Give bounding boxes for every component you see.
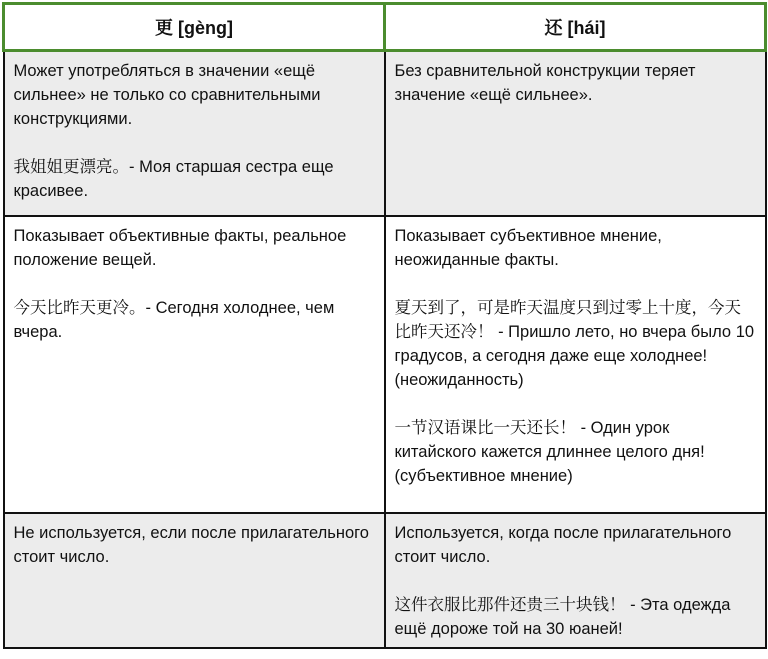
cell-text: Показывает субъективное мнение, неожиданные факты. <box>394 227 662 269</box>
cell-hai <box>385 216 766 513</box>
cell-hai <box>385 513 766 648</box>
cell-text: Может употребляться в значении «ещё сильнее» не только со сравнительными конструкциями. <box>13 62 321 128</box>
header-geng: 更 [gèng] <box>4 4 385 51</box>
example-text: 夏天到了，可是昨天温度只到过零上十度，今天比昨天还冷！ - Пришло лето, но вчера было 10 градусов, а сегодня даже еще холоднее! (неожиданность) <box>394 299 755 389</box>
cell-geng <box>4 513 385 648</box>
table-row <box>4 513 766 648</box>
header-row <box>4 4 766 51</box>
cell-geng <box>4 216 385 513</box>
cell-text: Не используется, если после прилагательного стоит число. <box>13 524 369 566</box>
cell-hai <box>385 51 766 217</box>
example-text: 一节汉语课比一天还长！ - Один урок китайского кажется длиннее целого дня! (субъективное мнение) <box>394 419 705 485</box>
cell-geng <box>4 51 385 217</box>
example-text: 这件衣服比那件还贵三十块钱！ - Эта одежда ещё дороже той на 30 юаней! <box>394 596 731 638</box>
table-row <box>4 216 766 513</box>
example-text: 我姐姐更漂亮。- Моя старшая сестра еще красивее. <box>13 158 334 200</box>
cell-text: Без сравнительной конструкции теряет значение «ещё сильнее». <box>394 62 696 104</box>
cell-text: Показывает объективные факты, реальное положение вещей. <box>13 227 347 269</box>
example-text: 今天比昨天更冷。- Сегодня холоднее, чем вчера. <box>13 299 335 341</box>
cell-text: Используется, когда после прилагательного стоит число. <box>394 524 732 566</box>
table-row <box>4 51 766 217</box>
comparison-table <box>2 2 767 649</box>
header-hai: 还 [hái] <box>385 4 766 51</box>
